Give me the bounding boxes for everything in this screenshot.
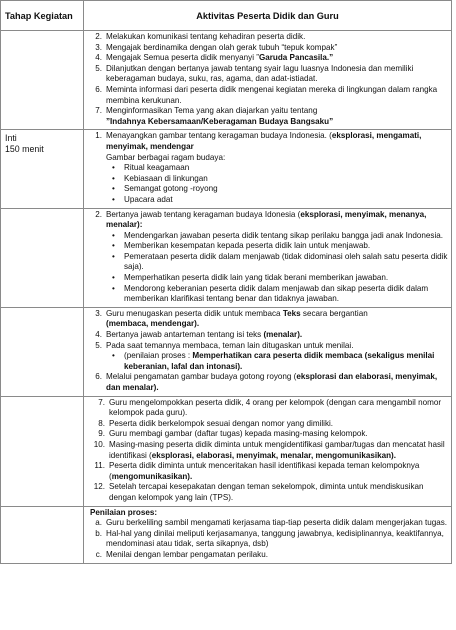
stage-cell — [1, 307, 84, 396]
stage-cell: Inti 150 menit — [1, 130, 84, 208]
table-row — [1, 208, 452, 307]
list-item: 6. Melalui pengamatan gambar budaya gotong royong (eksplorasi dan elaborasi, menyimak, dan menalar). — [95, 372, 438, 392]
bullet-item: • Memberikan kesempatan kepada peserta didik lain untuk menjawab. — [112, 241, 371, 251]
list-item: 5. Dilanjutkan dengan bertanya jawab tentang syair lagu luasnya Indonesia dan memiliki keberagaman budaya, suku, ras, agama, dan adat-istiadat. — [95, 63, 414, 84]
list-item: 11. Peserta didik diminta untuk menceritakan hasil identifikasi kepada teman kelompoknya (mengomunikasikan). — [94, 461, 420, 481]
bullet-item: • Memperhatikan peserta didik lain yang tidak berani memberikan jawaban. — [112, 273, 389, 283]
stage-cell — [1, 506, 84, 563]
list-item: 10. Masing-masing peserta didik diminta untuk mengidentifikasi gambar/tugas dan mencatat hasil identifikasi (eksplorasi, elaborasi, menyimak, menalar, mengomunikasikan). — [93, 439, 445, 460]
list-item: 2. Melakukan komunikasi tentang kehadiran peserta didik. — [95, 32, 306, 41]
stage-cell — [1, 31, 84, 130]
list-item: 4. Mengajak Semua peserta didik menyanyi ”Garuda Pancasila.” — [95, 53, 334, 63]
column-header-activities: Aktivitas Peserta Didik dan Guru — [84, 1, 452, 31]
list-item: b. Hal-hal yang dinilai meliputi kerjasamanya, tanggung jawabnya, kedisiplinannya, keaktifannya, mendominasi atau tidak, serta sikapnya, dsb) — [95, 528, 444, 549]
activities-cell — [84, 208, 452, 307]
column-header-stage: Tahap Kegiatan — [1, 1, 84, 31]
bullet-item: • Upacara adat — [112, 194, 173, 204]
table-row — [1, 31, 452, 130]
bullet-item: • Mendengarkan jawaban peserta didik tentang sikap perilaku bangga jadi anak Indonesia. — [112, 230, 444, 240]
assessment-heading: Penilaian proses: — [90, 507, 158, 517]
activities-cell — [84, 130, 452, 208]
list-item: a. Guru berkeliling sambil mengamati kerjasama tiap-tiap peserta didik dalam mengerjakan tugas. — [95, 518, 448, 528]
bullet-item: • Mendorong keberanian peserta didik dalam menjawab dan sikap peserta didik dalam memberikan klarifikasi tentang benar dan tidaknya jawaban. — [112, 283, 429, 304]
list-item: 12. Setelah tercapai kesepakatan dengan teman sekelompok, diminta untuk mendiskusikan dengan kelompok yang lain (TPS). — [93, 482, 424, 502]
list-item: 8. Peserta didik berkelompok sesuai dengan nomor yang dimiliki. — [98, 418, 334, 428]
stage-cell — [1, 396, 84, 506]
list-item: 5. Pada saat temannya membaca, teman lain ditugaskan untuk menilai. — [95, 340, 354, 350]
bullet-item: • Pemerataan peserta didik dalam menjawab (tidak didominasi oleh salah satu peserta didik saja). — [112, 251, 448, 272]
stage-cell — [1, 208, 84, 307]
list-item: 9. Guru membagi gambar (daftar tugas) kepada masing-masing kelompok. — [98, 429, 368, 439]
activities-cell — [84, 31, 452, 130]
list-item: 7. Guru mengelompokkan peserta didik, 4 orang per kelompok (dengan cara mengambil nomor kelompok pada guru). — [98, 397, 442, 418]
list-item: 1. Menayangkan gambar tentang keragaman budaya Indonesia. (eksplorasi, mengamati, menyimak, mendengar Gambar berbagai ragam budaya: — [95, 131, 422, 162]
list-item: 6. Meminta informasi dari peserta didik mengenai kegiatan mereka di lingkungan dalam rangka membina kerukunan. — [95, 84, 438, 105]
list-item: 3. Guru menugaskan peserta didik untuk membaca Teks secara bergantian (membaca, mendengar). — [95, 308, 368, 329]
bullet-item: • (penilaian proses : Memperhatikan cara peserta didik membaca (sekaligus menilai keberanian, lafal dan intonasi). — [112, 351, 435, 371]
table-row — [1, 396, 452, 506]
bullet-item: • Kebiasaan di linkungan — [112, 173, 208, 183]
activities-cell — [84, 396, 452, 506]
activities-cell — [84, 506, 452, 563]
list-item: 4. Bertanya jawab antarteman tentang isi teks (menalar). — [95, 330, 303, 340]
table-row — [1, 307, 452, 396]
bullet-item: • Ritual keagamaan — [112, 163, 190, 173]
activities-cell — [84, 307, 452, 396]
list-item: 2. Bertanya jawab tentang keragaman budaya Idonesia (eksplorasi, menyimak, menanya, menalar): — [95, 209, 427, 230]
table-row — [1, 506, 452, 563]
list-item: c. Menilai dengan lembar pengamatan perilaku. — [95, 549, 268, 559]
bullet-item: • Semangat gotong -royong — [112, 184, 218, 194]
table-row — [1, 130, 452, 208]
list-item: 3. Mengajak berdinamika dengan olah gerak tubuh “tepuk kompak” — [95, 42, 338, 52]
table-header-row — [1, 1, 452, 31]
list-item: 7. Menginformasikan Tema yang akan diajarkan yaitu tentang ”Indahnya Kebersamaan/Keberagaman Budaya Bangsaku” — [95, 106, 334, 126]
